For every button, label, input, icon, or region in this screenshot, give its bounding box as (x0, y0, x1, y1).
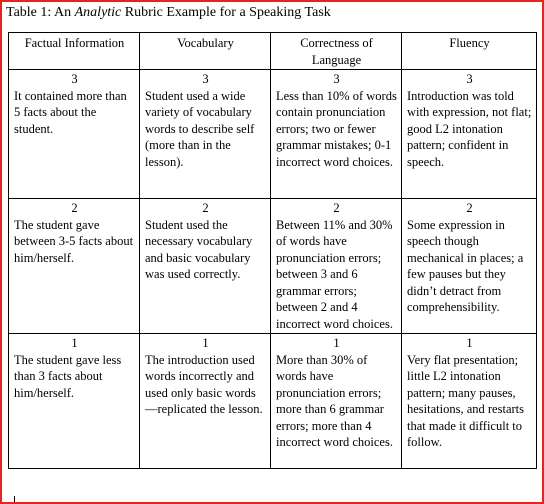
score-label: 2 (466, 201, 473, 215)
cell-description: Student used a wide variety of vocabulary words to describe self (more than in the lesson). (145, 88, 255, 169)
score-label: 1 (71, 336, 78, 350)
cell-description: It contained more than 5 facts about the student. (14, 88, 127, 136)
score-label: 1 (202, 336, 209, 350)
cell-description: Student used the necessary vocabulary and basic vocabulary was used correctly. (145, 217, 253, 281)
header-vocabulary: Vocabulary (140, 33, 271, 70)
header-factual-information: Factual Information (9, 33, 140, 70)
score-label: 3 (333, 72, 340, 86)
rubric-table (8, 32, 537, 469)
cell-correctness-2 (271, 199, 402, 334)
cell-factual-3 (9, 70, 140, 199)
cell-description: Between 11% and 30% of words have pronunciation errors; between 3 and 6 grammar errors; between 2 and 4 incorrect word choices. (276, 217, 393, 331)
header-fluency: Fluency (402, 33, 537, 70)
score-label: 3 (466, 72, 473, 86)
cell-description: The student gave less than 3 facts about him/herself. (14, 352, 122, 400)
cell-vocabulary-2 (140, 199, 271, 334)
score-label: 3 (202, 72, 209, 86)
score-label: 1 (466, 336, 473, 350)
cell-fluency-2 (402, 199, 537, 334)
header-correctness-of-language: Correctness of Language (271, 33, 402, 70)
cell-factual-1 (9, 334, 140, 469)
cell-description: Some expression in speech though mechanical in places; a few pauses but they didn’t detract from comprehensibility. (407, 217, 524, 314)
cell-correctness-1 (271, 334, 402, 469)
caption-suffix: Rubric Example for a Speaking Task (121, 5, 331, 20)
cell-description: The introduction used words incorrectly and used only basic words—replicated the lesson. (145, 352, 263, 416)
table-caption (6, 5, 331, 21)
caption-emphasis: Analytic (74, 5, 122, 20)
table-row-score-3 (9, 70, 537, 199)
cell-description: Very flat presentation; little L2 intonation pattern; many pauses, hesitations, and restarts that made it difficult to follow. (407, 352, 524, 449)
score-label: 2 (71, 201, 78, 215)
text-cursor-mark (14, 496, 15, 502)
cell-vocabulary-1 (140, 334, 271, 469)
cell-fluency-3 (402, 70, 537, 199)
score-label: 2 (202, 201, 209, 215)
header-row (9, 33, 537, 70)
cell-description: The student gave between 3-5 facts about him/herself. (14, 217, 134, 265)
score-label: 1 (333, 336, 340, 350)
table-row-score-2 (9, 199, 537, 334)
score-label: 2 (333, 201, 340, 215)
cell-correctness-3 (271, 70, 402, 199)
cell-vocabulary-3 (140, 70, 271, 199)
cell-factual-2 (9, 199, 140, 334)
score-label: 3 (71, 72, 78, 86)
cell-description: More than 30% of words have pronunciation errors; more than 6 grammar errors; more than 4 incorrect word choices. (276, 352, 393, 449)
table-row-score-1 (9, 334, 537, 469)
caption-prefix: Table 1: An (6, 5, 75, 20)
cell-description: Less than 10% of words contain pronunciation errors; two or fewer grammar mistakes; 0-1 incorrect word choices. (276, 88, 397, 169)
cell-fluency-1 (402, 334, 537, 469)
cell-description: Introduction was told with expression, not flat; good L2 intonation pattern; confident in speech. (407, 88, 532, 169)
